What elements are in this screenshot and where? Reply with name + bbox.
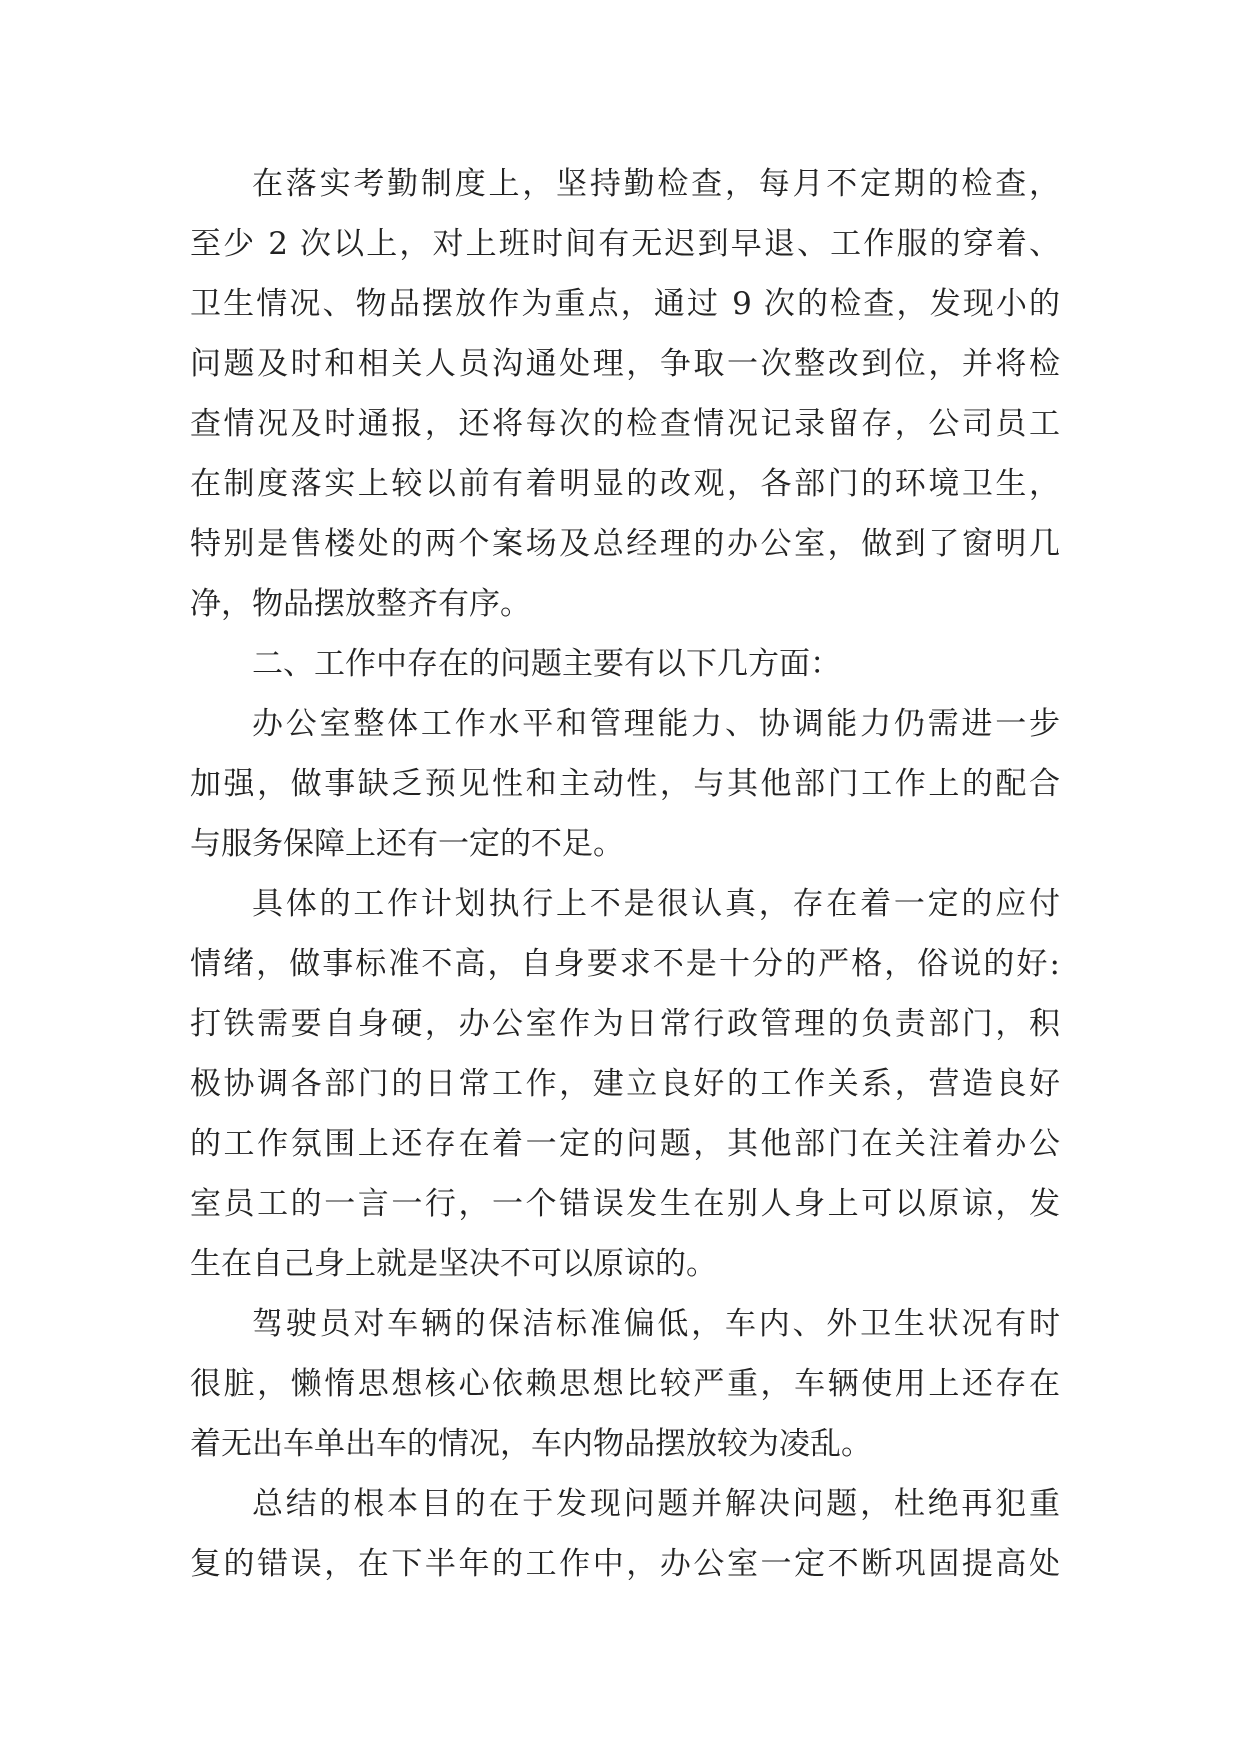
- text-line: 的工作氛围上还存在着一定的问题，其他部门在关注着办公: [190, 1126, 1060, 1162]
- text-line: 极协调各部门的日常工作，建立良好的工作关系，营造良好: [190, 1066, 1060, 1102]
- text-line: 生在自己身上就是坚决不可以原谅的。: [190, 1246, 717, 1282]
- text-line: 打铁需要自身硬，办公室作为日常行政管理的负责部门，积: [190, 1006, 1060, 1042]
- text-line: 特别是售楼处的两个案场及总经理的办公室，做到了窗明几: [190, 526, 1060, 562]
- text-line: 办公室整体工作水平和管理能力、协调能力仍需进一步: [252, 706, 1060, 742]
- text-line: 室员工的一言一行，一个错误发生在别人身上可以原谅，发: [190, 1186, 1060, 1222]
- text-line: 至少 2 次以上，对上班时间有无迟到早退、工作服的穿着、: [190, 226, 1060, 262]
- text-line: 具体的工作计划执行上不是很认真，存在着一定的应付: [252, 886, 1060, 922]
- paragraph-summary-purpose: [190, 1474, 1060, 1594]
- text-line: 很脏，懒惰思想核心依赖思想比较严重，车辆使用上还存在: [190, 1366, 1060, 1402]
- text-line: 查情况及时通报，还将每次的检查情况记录留存，公司员工: [190, 406, 1060, 442]
- document-body: [190, 154, 1060, 1594]
- text-line: 与服务保障上还有一定的不足。: [190, 826, 624, 862]
- paragraph-drivers: [190, 1294, 1060, 1474]
- text-line: 在制度落实上较以前有着明显的改观，各部门的环境卫生，: [190, 466, 1060, 502]
- text-line: 问题及时和相关人员沟通处理，争取一次整改到位，并将检: [190, 346, 1060, 382]
- paragraph-work-plan-execution: [190, 874, 1060, 1294]
- text-line: 复的错误，在下半年的工作中，办公室一定不断巩固提高处: [190, 1546, 1060, 1582]
- text-line: 加强，做事缺乏预见性和主动性，与其他部门工作上的配合: [190, 766, 1060, 802]
- text-line: 总结的根本目的在于发现问题并解决问题，杜绝再犯重: [252, 1486, 1060, 1522]
- section-heading: 二、工作中存在的问题主要有以下几方面：: [252, 646, 841, 682]
- section-heading-problems: [190, 634, 1060, 694]
- paragraph-attendance-inspection: [190, 154, 1060, 634]
- text-line: 着无出车单出车的情况，车内物品摆放较为凌乱。: [190, 1426, 872, 1462]
- paragraph-office-capability: [190, 694, 1060, 874]
- text-line: 驾驶员对车辆的保洁标准偏低，车内、外卫生状况有时: [252, 1306, 1060, 1342]
- text-line: 情绪，做事标准不高，自身要求不是十分的严格，俗说的好:: [190, 946, 1060, 982]
- text-line: 净，物品摆放整齐有序。: [190, 586, 531, 622]
- text-line: 卫生情况、物品摆放作为重点，通过 9 次的检查，发现小的: [190, 286, 1060, 322]
- text-line: 在落实考勤制度上，坚持勤检查，每月不定期的检查，: [252, 166, 1060, 202]
